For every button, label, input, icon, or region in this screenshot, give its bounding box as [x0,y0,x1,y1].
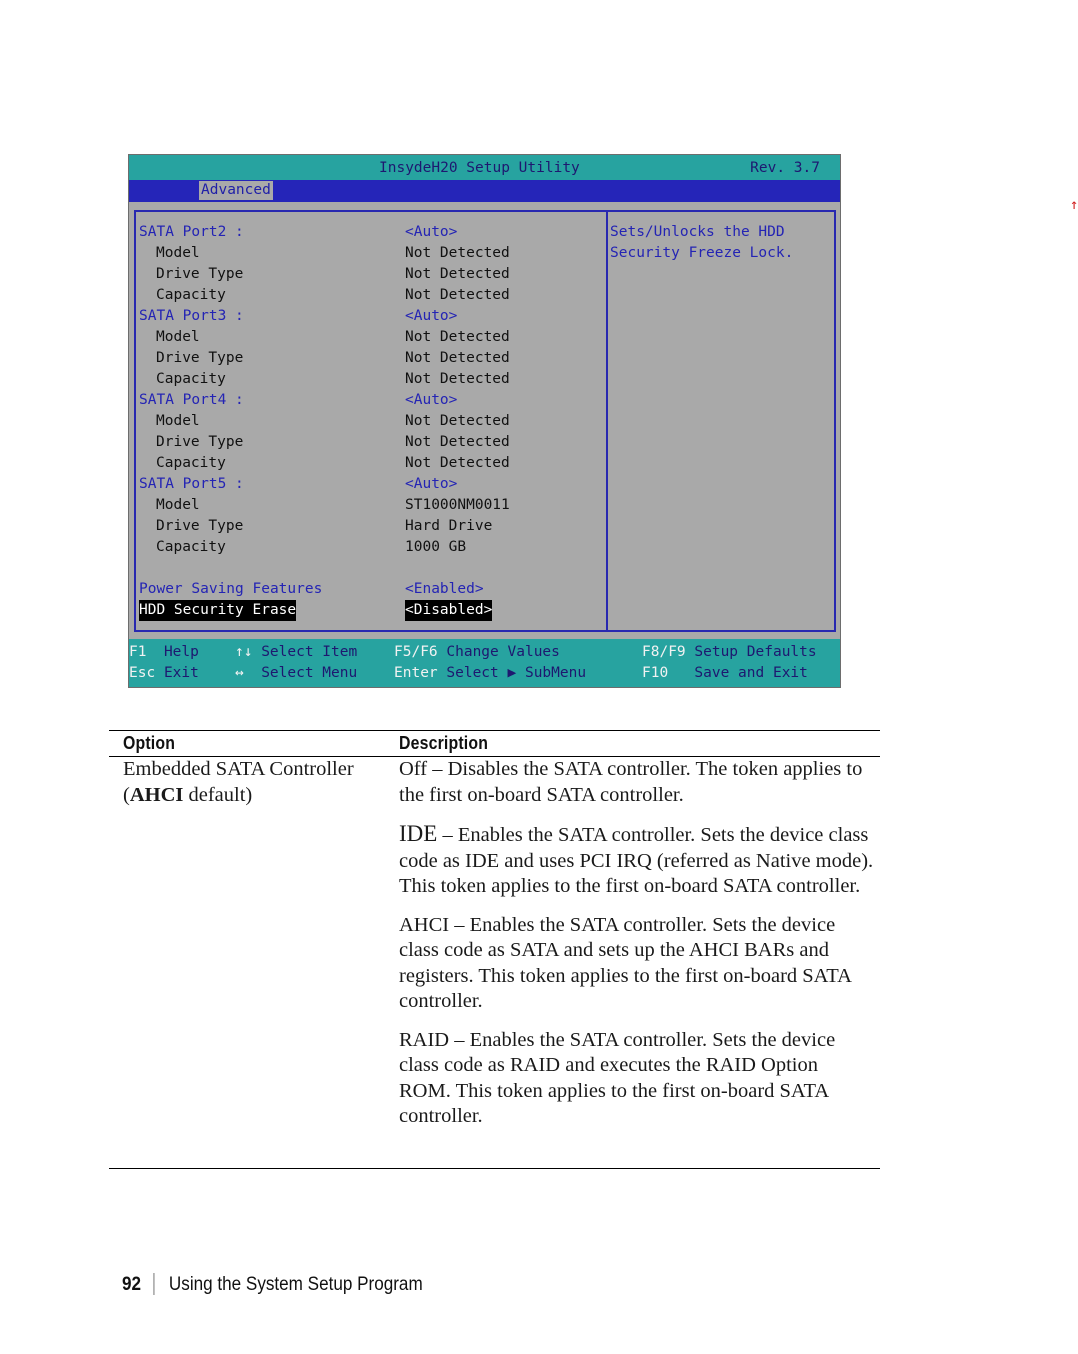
mode-text: – Enables the SATA controller. Sets the device class code as SATA and sets up the AHCI BARs and registers. This token applies to the first on-board SATA controller. [399,913,851,1012]
setting-sata-port5[interactable] [136,474,604,495]
key-hint-save-exit [642,663,808,684]
key-label: Select ▶ SubMenu [446,665,587,681]
setting-label: Capacity [156,287,226,303]
bios-help-text [610,222,830,264]
setting-label: Drive Type [156,266,244,282]
setting-label: Model [156,245,200,261]
info-row-capacity [136,285,604,306]
option-paren: ( [123,783,130,806]
bios-menu-bar [129,180,840,202]
setting-value: <Auto> [405,308,458,324]
bios-settings-panel [134,197,1078,632]
setting-label: SATA Port5 : [139,476,244,492]
key-f8-f9: F8/F9 [642,644,686,660]
key-label: Save and Exit [694,665,808,681]
setting-label: Drive Type [156,434,244,450]
option-default-label: default) [183,783,253,806]
key-label: Change Values [446,644,560,660]
info-row-model [136,327,604,348]
header-description: Description [399,733,489,753]
setting-value: Not Detected [405,371,510,387]
mode-name: RAID [399,1028,450,1051]
key-label: Select Menu [261,665,358,681]
mode-text: – Enables the SATA controller. Sets the device class code as RAID and executes the RAID Option ROM. This token applies to the first on-board SATA controller. [399,1028,836,1127]
setting-value: Not Detected [405,413,510,429]
setting-label: Model [156,329,200,345]
info-row-model [136,243,604,264]
setting-sata-port3[interactable] [136,306,604,327]
info-row-drive-type [136,432,604,453]
mode-name: IDE [399,821,438,846]
help-line: Security Freeze Lock. [610,245,794,261]
setting-value: Not Detected [405,245,510,261]
bios-title: InsydeH20 Setup Utility [379,160,580,176]
key-hint-select-submenu [394,663,586,684]
page-number: 92 [122,1274,142,1295]
section-title: Using the System Setup Program [168,1274,423,1295]
bios-key-legend [129,639,840,687]
setting-value: Not Detected [405,434,510,450]
option-cell [123,757,385,808]
info-row-drive-type [136,348,604,369]
setting-label: Power Saving Features [139,581,323,597]
scroll-up-arrow-icon: ↑ [1070,197,1078,213]
key-label: Help [163,644,199,660]
description-raid [399,1028,874,1130]
bios-revision: Rev. 3.7 [750,160,820,176]
key-hint-exit [129,663,199,684]
info-row-model [136,411,604,432]
setting-value: <Disabled> [405,600,492,621]
tab-advanced[interactable]: Advanced [201,182,271,198]
setting-value: <Auto> [405,392,458,408]
left-right-arrow-icon: ↔ [235,665,244,681]
info-row-model [136,495,604,516]
mode-name: AHCI [399,913,450,936]
key-label: Setup Defaults [694,644,817,660]
setting-value: Not Detected [405,266,510,282]
setting-label: Drive Type [156,518,244,534]
info-row-capacity [136,537,604,558]
setting-value: ST1000NM0011 [405,497,510,513]
key-enter: Enter [394,665,438,681]
setting-label: SATA Port3 : [139,308,244,324]
setting-value: Not Detected [405,350,510,366]
setting-value: Not Detected [405,455,510,471]
key-f5-f6: F5/F6 [394,644,438,660]
setting-label: Capacity [156,371,226,387]
key-hint-select-item [235,642,357,663]
mode-name: Off [399,758,428,780]
bios-title-bar [129,155,840,180]
setting-value: <Enabled> [405,581,484,597]
setting-label: Capacity [156,455,226,471]
setting-label: Capacity [156,539,226,555]
description-off [399,757,874,808]
key-hint-setup-defaults [642,642,817,663]
setting-label: HDD Security Erase [139,600,296,621]
page-footer [122,1273,423,1297]
header-option: Option [123,733,176,753]
option-default-value: AHCI [129,783,184,806]
mode-text: – Enables the SATA controller. Sets the device class code as IDE and uses PCI IRQ (referred as Native mode). This token applies to the first on-board SATA controller. [399,824,874,897]
mode-text: – Disables the SATA controller. The token applies to the first on-board SATA controller. [399,758,863,806]
setting-label: Model [156,497,200,513]
option-name: Embedded SATA Controller [123,758,354,780]
key-f10: F10 [642,665,669,681]
key-esc: Esc [129,665,156,681]
info-row-capacity [136,453,604,474]
setting-hdd-security-erase[interactable] [136,600,604,621]
table-rule [109,730,880,731]
description-ide [399,821,874,900]
bios-screenshot [128,154,1078,688]
info-row-drive-type [136,516,604,537]
key-hint-help [129,642,199,663]
table-rule [109,1168,880,1169]
key-hint-select-menu [235,663,357,684]
setting-value: Not Detected [405,287,510,303]
setting-label: SATA Port4 : [139,392,244,408]
setting-label: Model [156,413,200,429]
setting-power-saving-features[interactable] [136,579,604,600]
description-cell [399,757,874,1143]
footer-separator [154,1273,155,1295]
setting-sata-port2[interactable] [136,222,604,243]
description-ahci [399,913,874,1015]
up-down-arrows-icon: ↑↓ [235,644,253,660]
setting-value: <Auto> [405,224,458,240]
setting-label: Drive Type [156,350,244,366]
key-f1: F1 [129,644,147,660]
setting-label: SATA Port2 : [139,224,244,240]
setting-value: Hard Drive [405,518,493,534]
help-line: Sets/Unlocks the HDD [610,224,785,240]
setting-sata-port4[interactable] [136,390,604,411]
setting-value: 1000 GB [405,539,467,555]
key-label: Exit [163,665,199,681]
setting-value: Not Detected [405,329,510,345]
key-label: Select Item [261,644,358,660]
setting-value: <Auto> [405,476,458,492]
key-hint-change-values [394,642,560,663]
info-row-drive-type [136,264,604,285]
info-row-capacity [136,369,604,390]
